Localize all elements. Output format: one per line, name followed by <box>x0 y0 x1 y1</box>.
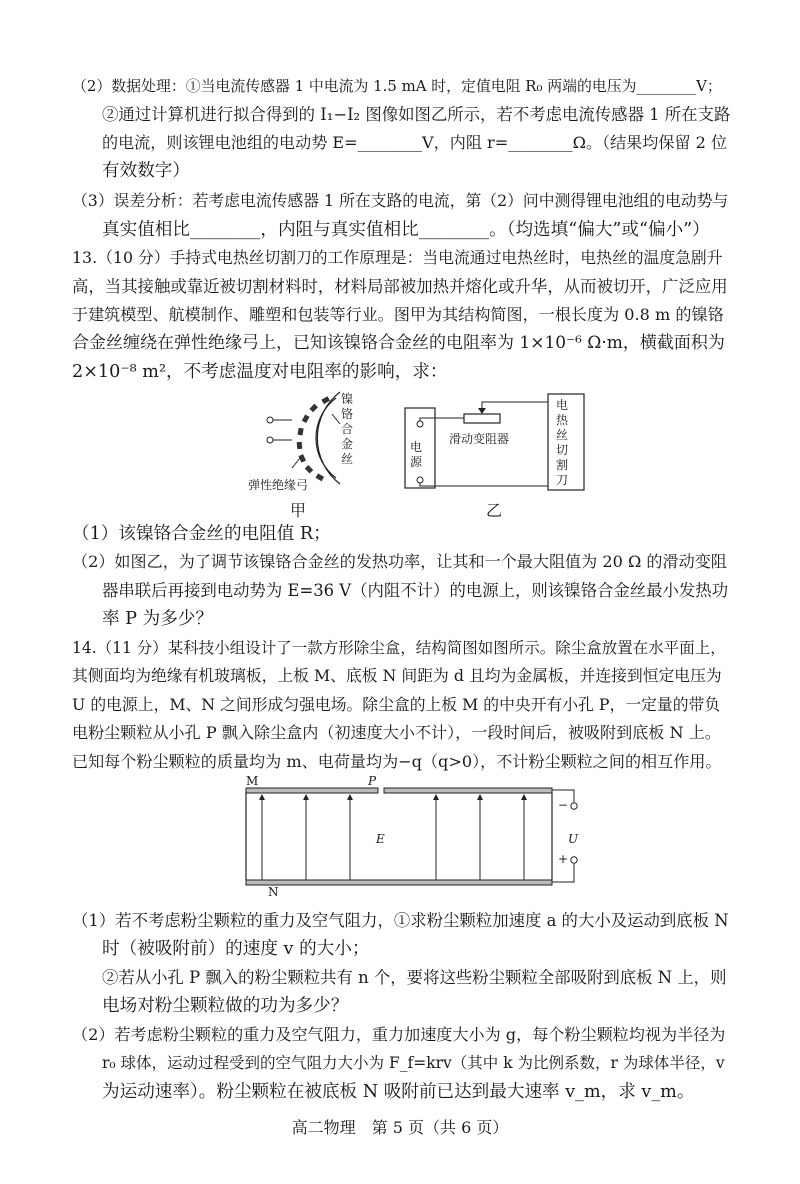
terminal-top <box>267 417 273 423</box>
q14-sub1-line4: 电场对粉尘颗粒做的功为多少？ <box>102 996 349 1016</box>
q13-sub2-line3: 率 P 为多少？ <box>102 609 213 629</box>
q14-line3: U 的电源上，M、N 之间形成匀强电场。除尘盒的上板 M 的中央开有小孔 P，一定量的带负 <box>72 695 721 714</box>
figure-b-caption: 乙 <box>486 501 503 520</box>
q13-sub2-line2: 器串联后再接到电动势为 E=36 V（内阻不计）的电源上，则该镍铬合金丝最小发热功 <box>102 581 729 600</box>
q14-sub2-line2: r₀ 球体，运动过程受到的空气阻力大小为 F_f=krv（其中 k 为比例系数，r 为球体半径，v <box>102 1054 725 1072</box>
wire-to-n <box>552 864 574 882</box>
source-terminal-bottom <box>417 477 423 483</box>
rheostat-slider-wire <box>482 402 548 410</box>
page-footer: 高二物理 第 5 页（共 6 页） <box>291 1118 509 1137</box>
q13-line1: 13.（10 分）手持式电热丝切割刀的工作原理是：当电流通过电热丝时，电热丝的温度急剧升 <box>72 248 723 267</box>
source-terminal-top <box>417 421 423 427</box>
q14-sub2-line3: 为运动速率）。粉尘颗粒在被底板 N 吸附前已达到最大速率 v_m，求 v_m。 <box>102 1082 695 1102</box>
figure-dust-box <box>240 772 600 902</box>
q13-line3: 于建筑模型、航模制作、雕塑和包装等行业。图甲为其结构简图，一根长度为 0.8 m 的镍铬 <box>72 305 724 324</box>
q13-line4: 合金丝缠绕在弹性绝缘弓上，已知该镍铬合金丝的电阻率为 1×10⁻⁶ Ω·m，横截面积为 <box>72 333 725 353</box>
plate-n <box>246 880 552 885</box>
terminal-bottom <box>267 437 273 443</box>
figure-b-source-label: 电源 <box>410 440 423 469</box>
figure-b-rheostat-label: 滑动变阻器 <box>449 432 510 446</box>
label-m: M <box>246 774 259 788</box>
q12-p2-line1: （2）数据处理：①当电流传感器 1 中电流为 1.5 mA 时，定值电阻 R₀ 两端的电压为________V； <box>72 77 722 95</box>
label-u: U <box>568 832 579 846</box>
label-p: P <box>368 774 377 788</box>
q13-sub2-line1: （2）如图乙，为了调节该镍铬合金丝的发热功率，让其和一个最大阻值为 20 Ω 的滑动变阻 <box>72 552 727 571</box>
label-plus: + <box>558 852 569 866</box>
figure-a-wire-label: 镍铬合金丝 <box>341 392 354 466</box>
q12-p2-line2: ②通过计算机进行拟合得到的 I₁−I₂ 图像如图乙所示，若不考虑电流传感器 1 所在支路 <box>102 105 731 124</box>
wire-pointer <box>332 414 340 424</box>
figure-a-bow-label: 弹性绝缘弓 <box>248 478 309 492</box>
q12-p3-line1: （3）误差分析：若考虑电流传感器 1 所在支路的电流，第（2）问中测得锂电池组的电动势与 <box>72 191 729 210</box>
q13-sub1: （1）该镍铬合金丝的电阻值 R； <box>72 524 331 544</box>
q14-sub1-line3: ②若从小孔 P 飘入的粉尘颗粒共有 n 个，要将这些粉尘颗粒全部吸附到底板 N 上，则 <box>102 968 727 987</box>
q14-sub1-line2: 时（被吸附前）的速度 v 的大小； <box>102 939 370 959</box>
bow-pointer <box>292 458 300 468</box>
q12-p2-line3: 的电流，则该锂电池组的电动势 E=________V，内阻 r=________Ω。（结果均保留 2 位 <box>102 133 728 152</box>
plate-m-left <box>246 788 378 793</box>
label-e: E <box>376 832 385 846</box>
rheostat-slider-arrow <box>478 408 486 414</box>
q14-line4: 电粉尘颗粒从小孔 P 飘入除尘盒内（初速度大小不计），一段时间后，被吸附到底板 N 上。 <box>72 723 721 742</box>
plate-m-right <box>384 788 552 793</box>
q12-p3-line2: 真实值相比________，内阻与真实值相比________。（均选填“偏大”或“偏小”） <box>102 220 710 240</box>
q13-line2: 高，当其接触或靠近被切割材料时，材料局部被加热并熔化或升华，从而被切开，广泛应用 <box>72 277 728 296</box>
q14-line2: 其侧面均为绝缘有机玻璃板，上板 M、底板 N 间距为 d 且均为金属板，并连接到恒定电压为 <box>72 666 722 685</box>
terminal-minus <box>571 803 577 809</box>
q12-p2-line4: 有效数字） <box>102 161 190 181</box>
field-lines <box>262 797 524 880</box>
label-minus: − <box>558 798 569 812</box>
wire-bottom <box>420 480 548 486</box>
q14-line5: 已知每个粉尘颗粒的质量均为 m、电荷量均为−q（q>0），不计粉尘颗粒之间的相互作用。 <box>72 752 722 771</box>
bow-shape <box>316 392 340 484</box>
q14-line1: 14.（11 分）某科技小组设计了一款方形除尘盒，结构简图如图所示。除尘盒放置在水平面上， <box>72 639 726 657</box>
q14-sub2-line1: （2）若考虑粉尘颗粒的重力及空气阻力，重力加速度大小为 g，每个粉尘颗粒均视为半径为 <box>72 1025 726 1044</box>
q13-line5: 2×10⁻⁸ m²，不考虑温度对电阻率的影响，求： <box>72 362 448 382</box>
figure-a-cutter-bow <box>262 384 372 519</box>
rheostat-resistor <box>464 414 500 423</box>
figure-b-cutter-label: 电热丝切割刀 <box>556 398 569 487</box>
figure-a-caption: 甲 <box>290 501 307 520</box>
label-n: N <box>268 885 279 899</box>
q14-sub1-line1: （1）若不考虑粉尘颗粒的重力及空气阻力，①求粉尘颗粒加速度 a 的大小及运动到底板 N <box>72 911 729 930</box>
terminal-plus <box>571 857 577 863</box>
